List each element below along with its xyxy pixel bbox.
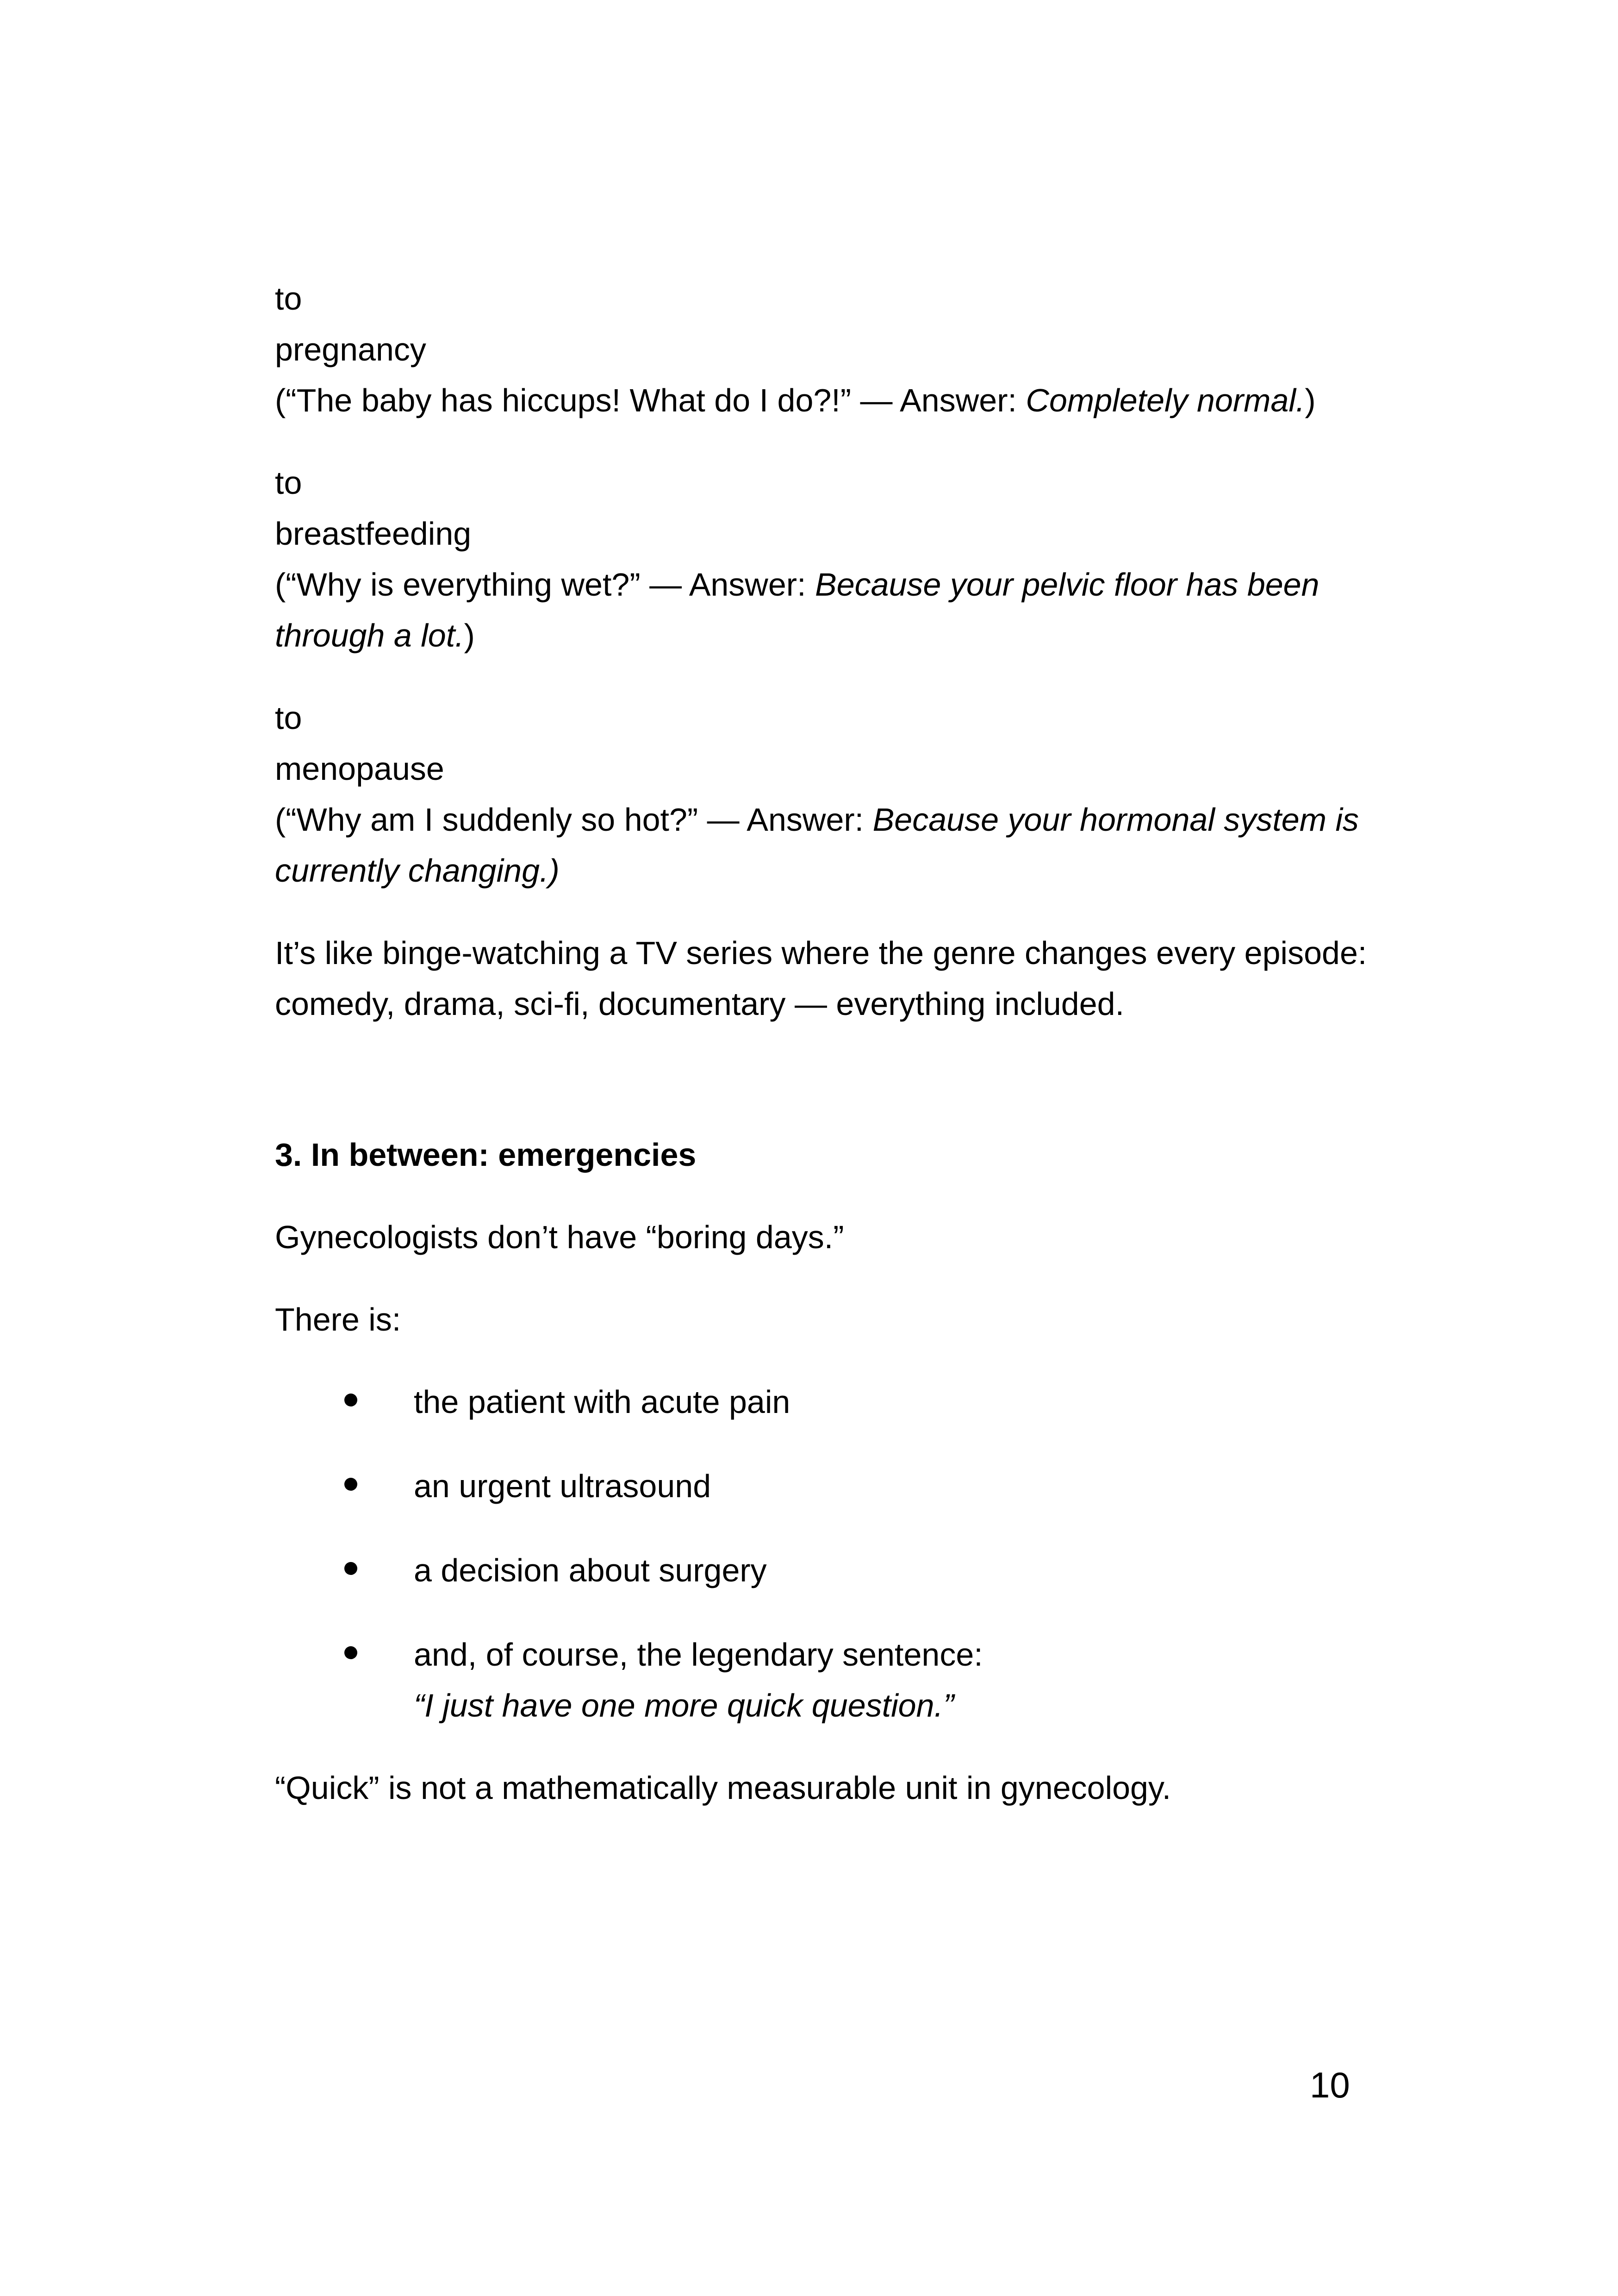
list-item-text: and, of course, the legendary sentence: bbox=[414, 1636, 983, 1673]
stage-suffix: ) bbox=[464, 617, 475, 653]
bullet-icon bbox=[344, 1394, 357, 1406]
binge-paragraph: It’s like binge-watching a TV series where the genre changes every episode: comedy, drama, sci-fi, documentary — everything included. bbox=[275, 935, 1367, 1022]
list-item bbox=[275, 1461, 1367, 1512]
stage-question-text: (“Why is everything wet?” — Answer: bbox=[275, 566, 815, 603]
stage-question bbox=[275, 375, 1367, 426]
section-intro: Gynecologists don’t have “boring days.” bbox=[275, 1219, 844, 1255]
bullet-icon bbox=[344, 1562, 357, 1575]
stage-answer: Because your hormonal system is currently changing.) bbox=[275, 802, 1359, 889]
section-heading: 3. In between: emergencies bbox=[275, 1137, 697, 1173]
page-number: 10 bbox=[1310, 2065, 1350, 2105]
stage-breastfeeding bbox=[275, 457, 1367, 661]
stage-to-word: to bbox=[275, 700, 302, 736]
list-item-quote: “I just have one more quick question.” bbox=[414, 1687, 954, 1724]
stage-answer: Because your pelvic floor has been through a lot. bbox=[275, 566, 1319, 653]
stage-to-word: to bbox=[275, 465, 302, 501]
list-item bbox=[275, 1545, 1367, 1596]
there-is-label: There is: bbox=[275, 1301, 401, 1338]
stage-name: menopause bbox=[275, 751, 444, 787]
list-item bbox=[275, 1376, 1367, 1427]
list-item bbox=[275, 1629, 1367, 1731]
stage-suffix: ) bbox=[1305, 382, 1316, 418]
stage-question bbox=[275, 794, 1367, 896]
section-spacer bbox=[275, 1061, 1367, 1129]
stage-name: pregnancy bbox=[275, 331, 426, 367]
stage-question-text: (“The baby has hiccups! What do I do?!” — Answer: bbox=[275, 382, 1026, 418]
stage-pregnancy bbox=[275, 273, 1367, 426]
list-item-text: a decision about surgery bbox=[414, 1552, 767, 1588]
stage-question-text: (“Why am I suddenly so hot?” — Answer: bbox=[275, 802, 873, 838]
closing-paragraph: “Quick” is not a mathematically measurable unit in gynecology. bbox=[275, 1770, 1171, 1806]
stage-question bbox=[275, 559, 1367, 661]
stage-answer: Completely normal. bbox=[1026, 382, 1305, 418]
stage-name: breastfeeding bbox=[275, 516, 472, 552]
bullet-icon bbox=[344, 1478, 357, 1491]
list-item-text: the patient with acute pain bbox=[414, 1384, 790, 1420]
emergency-list bbox=[275, 1376, 1367, 1731]
stage-menopause bbox=[275, 692, 1367, 896]
page-content bbox=[275, 273, 1367, 1845]
bullet-icon bbox=[344, 1646, 357, 1659]
list-item-text: an urgent ultrasound bbox=[414, 1468, 711, 1504]
stage-to-word: to bbox=[275, 280, 302, 317]
